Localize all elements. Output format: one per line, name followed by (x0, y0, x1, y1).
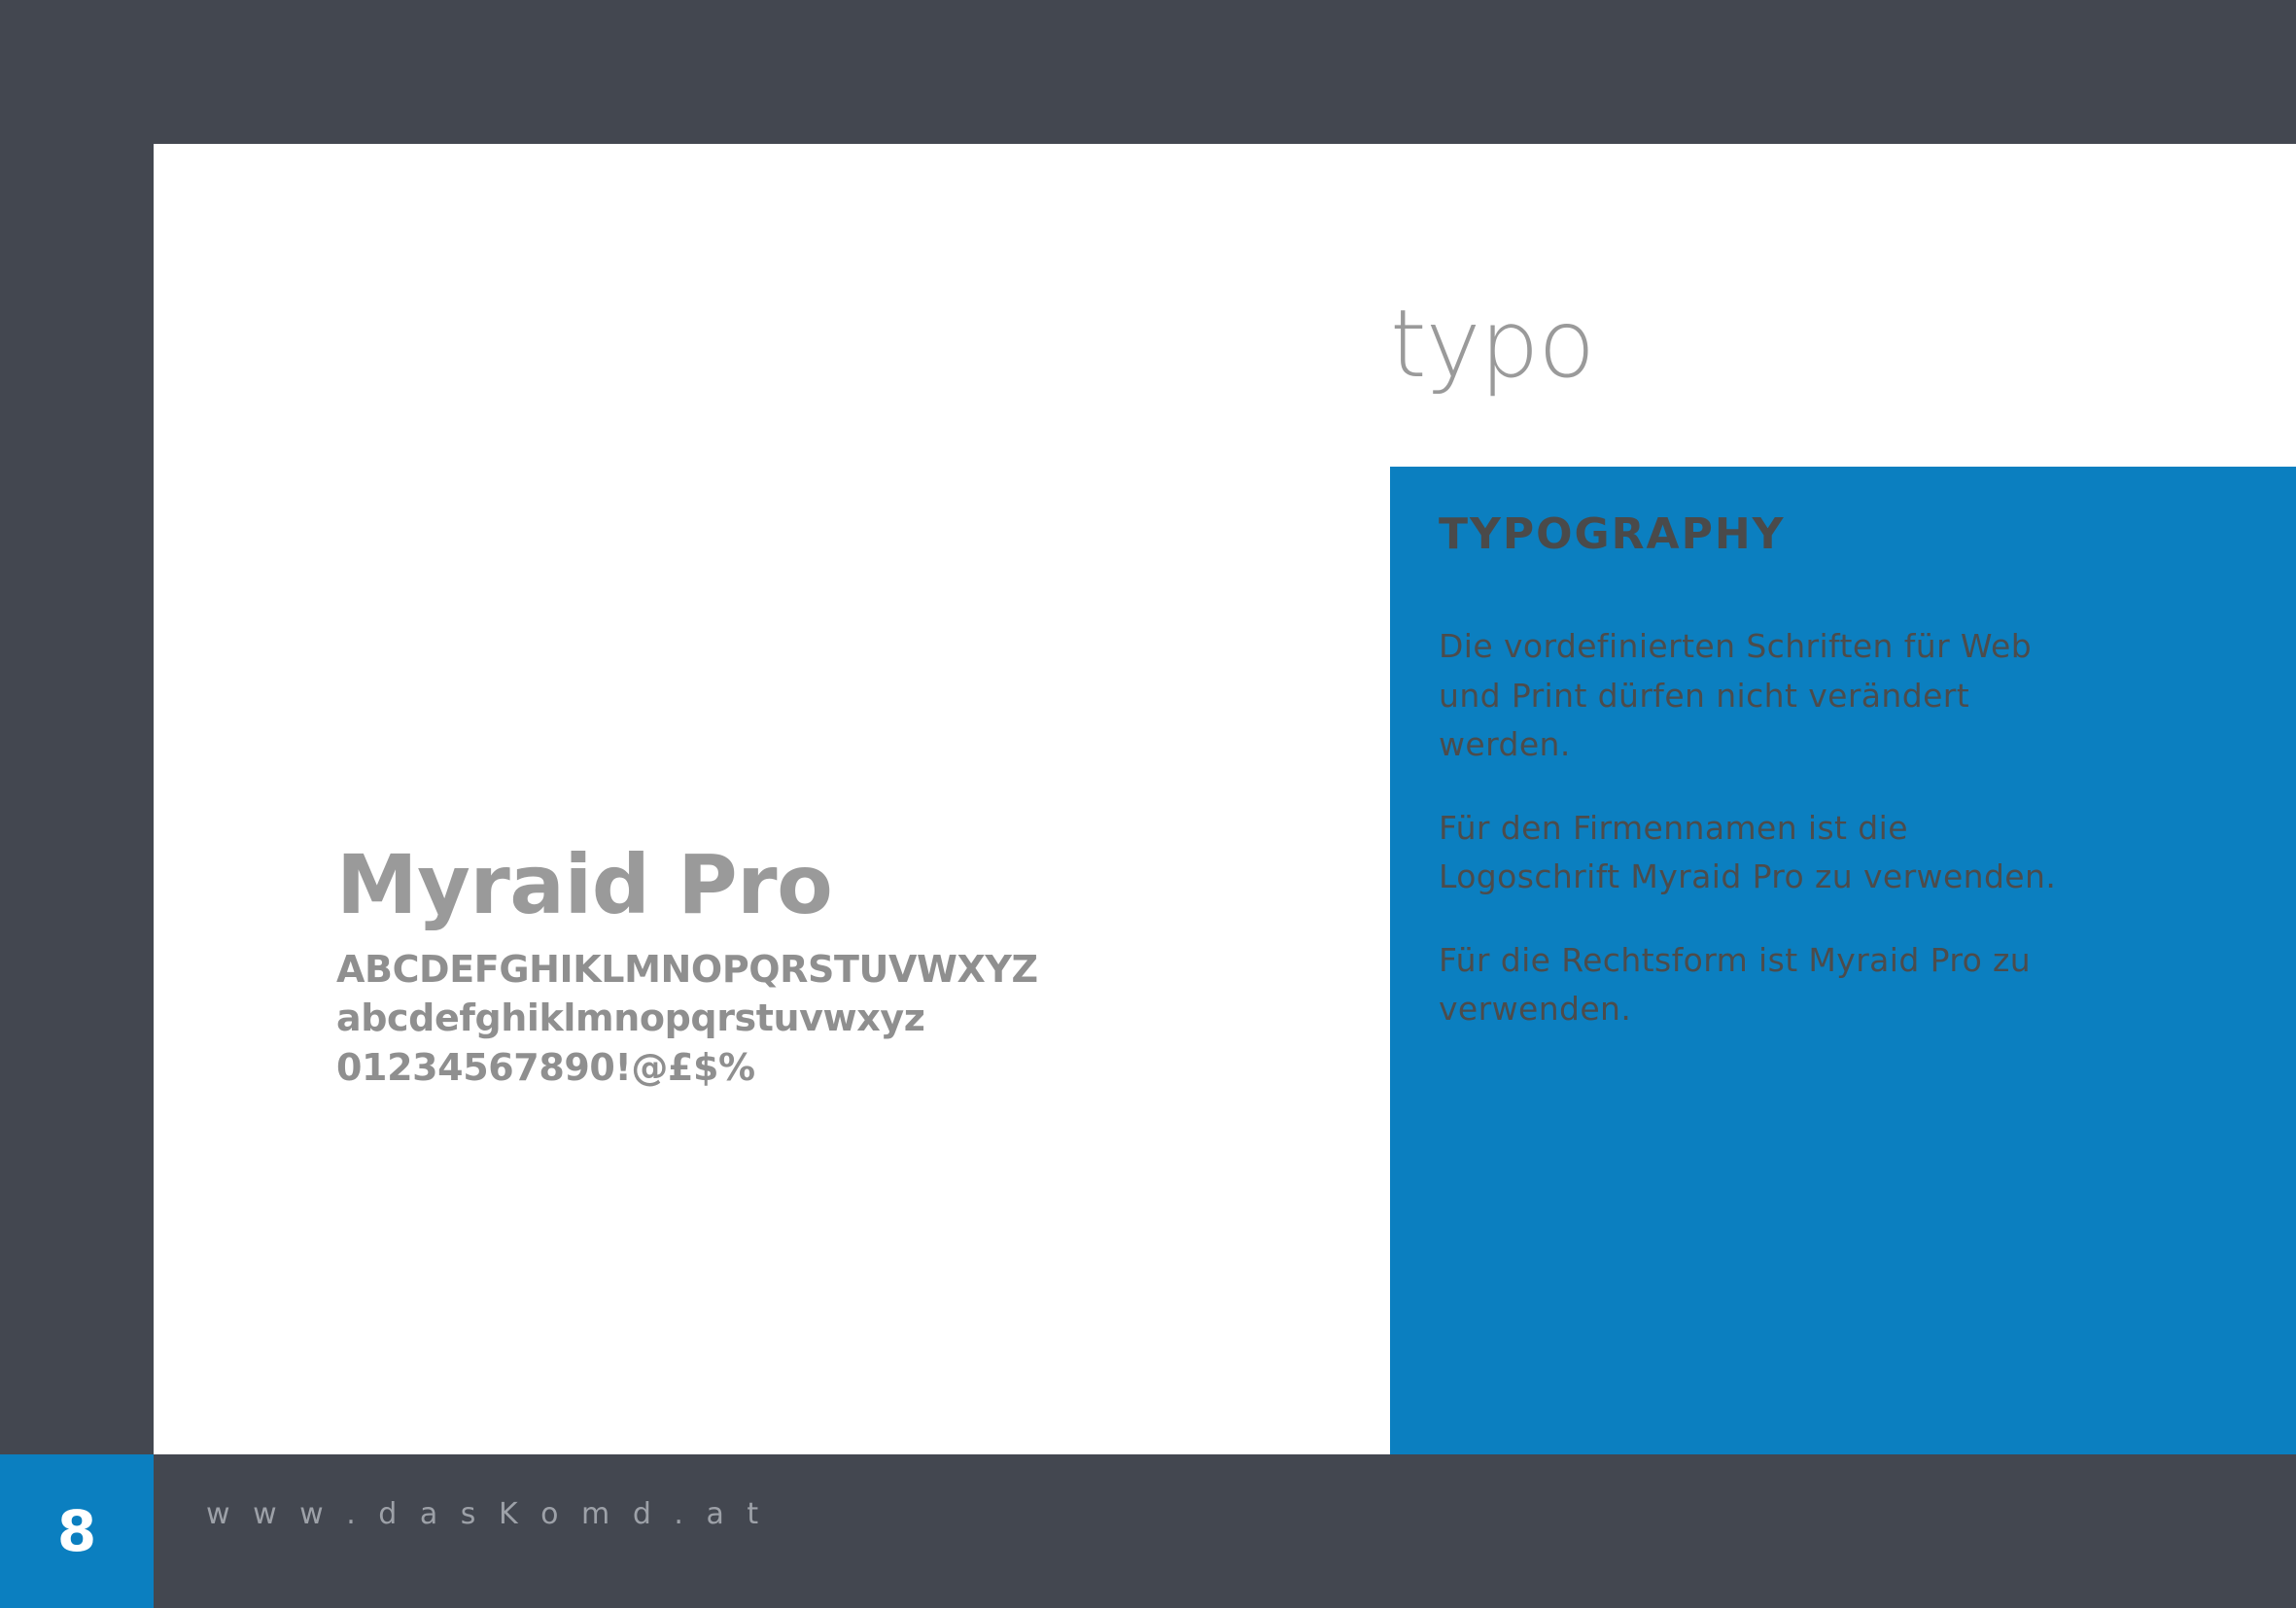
specimen-font-name: Myraid Pro (336, 837, 833, 932)
specimen-numerals: 01234567890!@£$% (336, 1045, 755, 1089)
info-box-paragraph: Für den Firmennamen ist die Logoschrift Myraid Pro zu verwenden. (1439, 808, 2057, 896)
page-number-badge (0, 1454, 154, 1608)
footer-bar (0, 1454, 2296, 1608)
info-box-paragraph: Für die Rechtsform ist Myraid Pro zu verwenden. (1439, 941, 2032, 1029)
specimen-lowercase: abcdefghiklmnopqrstuvwxyz (336, 996, 925, 1040)
info-box-title: TYPOGRAPHY (1439, 509, 1786, 559)
typography-info-box (1390, 467, 2296, 1598)
info-box-paragraph: Die vordefinierten Schriften für Web und Print dürfen nicht verändert werden. (1439, 627, 2033, 763)
page-title: typo (1390, 290, 1595, 399)
specimen-uppercase: ABCDEFGHIKLMNOPQRSTUVWXYZ (336, 948, 1038, 992)
page-number: 8 (56, 1498, 97, 1564)
content-panel (154, 144, 2296, 1454)
footer-url: w w w . d a s K o m d . a t (206, 1497, 766, 1531)
font-specimen (336, 837, 1260, 1092)
